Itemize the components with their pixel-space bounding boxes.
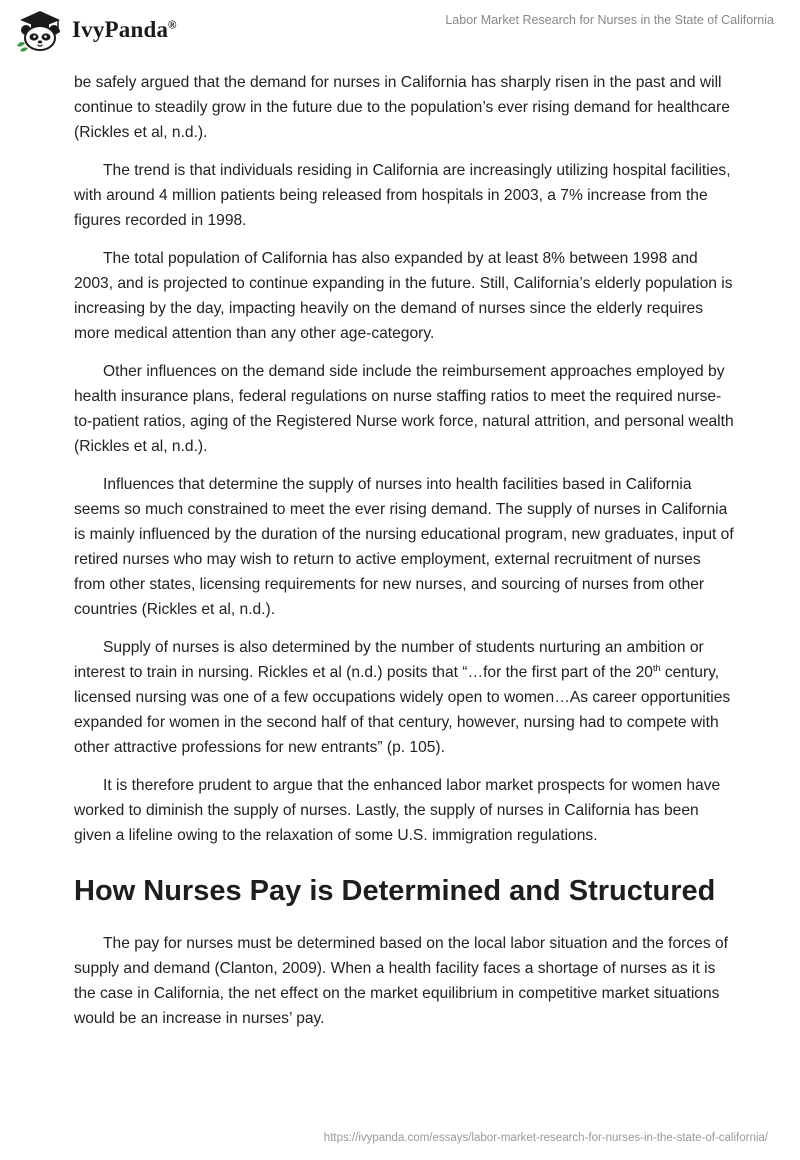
paragraph-6-text-start: Supply of nurses is also determined by the number of students nurturing an ambition or interest to train in nursing. Rickles et al (n.d.) posits that “…for the first part of the 20 (74, 639, 704, 681)
superscript-th: th (652, 663, 661, 673)
registered-mark: ® (168, 19, 177, 32)
ivypanda-logo[interactable] (14, 8, 177, 52)
paragraph-5: Influences that determine the supply of nurses into health facilities based in California seems so much constrained to meet the ever rising demand. The supply of nurses in California is mainly influenced by the duration of the nursing educational program, new graduates, input of retired nurses who may wish to return to active employment, external recruitment of nurses from other states, licensing requirements for new nurses, and sourcing of nurses from other countries (Rickles et al, n.d.). (74, 476, 734, 618)
page-header (0, 0, 800, 60)
logo-text: IvyPanda (72, 17, 169, 42)
article-body (74, 70, 734, 1044)
paragraph-2: The trend is that individuals residing in California are increasingly utilizing hospital facilities, with around 4 million patients being released from hospitals in 2003, a 7% increase from the figures recorded in 1998. (74, 162, 731, 229)
paragraph-6-text-end: century, licensed nursing was one of a few occupations widely open to women…As career opportunities expanded for women in the second half of that century, however, nursing had to compete with other attractive professions for new entrants” (p. 105). (74, 664, 731, 756)
paragraph-4: Other influences on the demand side include the reimbursement approaches employed by health insurance plans, federal regulations on nurse staffing ratios to meet the required nurse-to-patient ratios, aging of the Registered Nurse work force, natural attrition, and personal wealth (Rickles et al, n.d.). (74, 363, 734, 455)
paragraph-6 (74, 635, 734, 760)
document-title: Labor Market Research for Nurses in the State of California (445, 13, 774, 27)
paragraph-1: be safely argued that the demand for nurses in California has sharply risen in the past and will continue to steadily grow in the future due to the population’s ever rising demand for healthcare (Rickles et al, n.d.). (74, 74, 730, 141)
section-heading: How Nurses Pay is Determined and Structured (74, 875, 716, 907)
paragraph-8: The pay for nurses must be determined based on the local labor situation and the forces of supply and demand (Clanton, 2009). When a health facility faces a shortage of nurses as it is the case in California, the net effect on the market equilibrium in competitive market situations would be an increase in nurses’ pay. (74, 935, 728, 1027)
source-url[interactable]: https://ivypanda.com/essays/labor-market-research-for-nurses-in-the-state-of-california/ (323, 1132, 768, 1144)
paragraph-3: The total population of California has also expanded by at least 8% between 1998 and 2003, and is projected to continue expanding in the future. Still, California’s elderly population is increasing by the day, impacting heavily on the demand of nurses since the elderly requires more medical attention than any other age-category. (74, 250, 733, 342)
logo-wordmark (72, 17, 177, 43)
paragraph-7: It is therefore prudent to argue that the enhanced labor market prospects for women have worked to diminish the supply of nurses. Lastly, the supply of nurses in California has been given a lifeline owing to the relaxation of some U.S. immigration regulations. (74, 777, 721, 844)
panda-graduate-icon (14, 8, 66, 52)
